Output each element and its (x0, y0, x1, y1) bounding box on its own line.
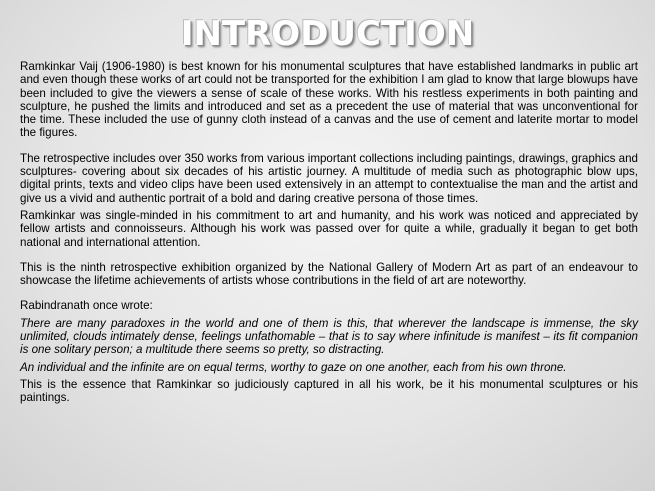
paragraph-intro: Ramkinkar Vaij (1906-1980) is best known for his monumental sculptures that have established landmarks in public art and even though these works of art could not be transported for the exhibition I am glad to know that large blowups have been included to give the viewers a sense of scale of these works. With his restless experiments in both painting and sculpture, he pushed the limits and introduced and set as a precedent the use of material that was unconventional for the time. These included the use of gunny cloth instead of a canvas and the use of cement and laterite mortar to model the figures. (20, 60, 638, 140)
paragraph-ninth-retrospective: This is the ninth retrospective exhibition organized by the National Gallery of Modern Art as part of an endeavour to showcase the lifetime achievements of artists whose contributions in the field of art are noteworthy. (20, 260, 638, 288)
paragraph-quote-2: An individual and the infinite are on equal terms, worthy to gaze on one another, each from his own throne. (20, 360, 567, 374)
paragraph-essence: This is the essence that Ramkinkar so judiciously captured in all his work, be it his monumental sculptures or his paintings. (20, 377, 638, 405)
paragraph-quote-1: There are many paradoxes in the world and one of them is this, that wherever the landscape is immense, the sky unlimited, clouds intimately dense, feelings unfathomable – that is to say where infinitude is manifest – its fit companion is one solitary person; a multitude there seems so pretty, so distracting. (20, 316, 638, 357)
paragraph-quote-intro: Rabindranath once wrote: (20, 299, 153, 313)
paragraph-retrospective: The retrospective includes over 350 works from various important collections including paintings, drawings, graphics and sculptures- covering about six decades of his artistic journey. A multitude of media such as photographic blow ups, digital prints, texts and video clips have been used extensively in an attempt to contextualise the man and the artist and give us a vivid and authentic portrait of a bold and daring creative persona of those times. (20, 151, 638, 205)
body-text (20, 60, 638, 405)
paragraph-commitment: Ramkinkar was single-minded in his commitment to art and humanity, and his work was noticed and appreciated by fellow artists and connoisseurs. Although his work was passed over for quite a while, gradually it began to get both national and international attention. (20, 208, 638, 249)
slide-title: INTRODUCTION (180, 14, 475, 54)
